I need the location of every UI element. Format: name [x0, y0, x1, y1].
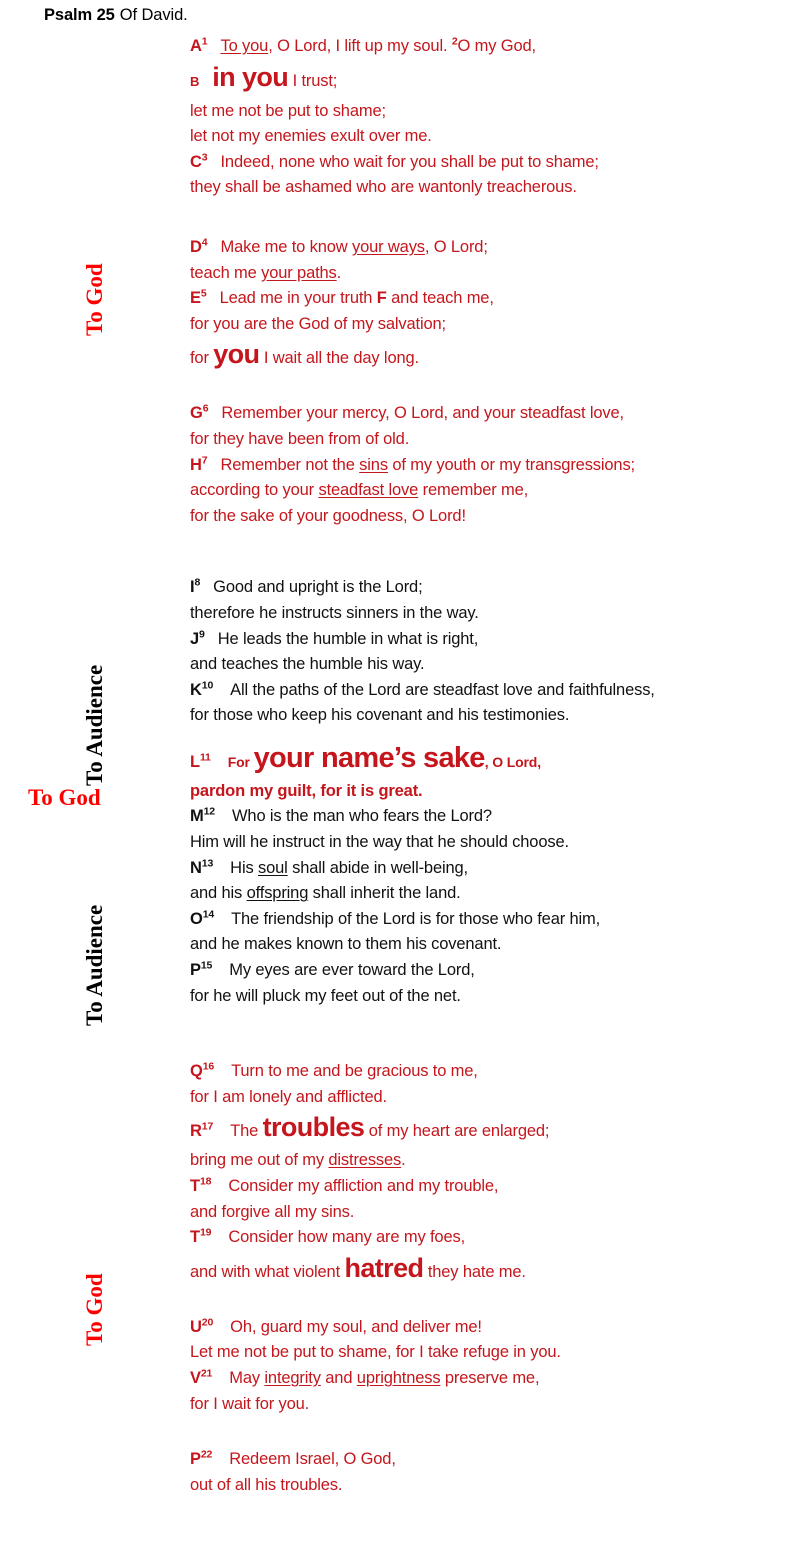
verse-number-inline: 2	[451, 35, 458, 48]
emphasis-underline: To you	[220, 37, 269, 55]
verse-label: $D^4$	[190, 236, 208, 256]
verse-line	[190, 627, 776, 653]
verse-label: $R^{17}$	[190, 1120, 214, 1141]
verse-label: $T^{18}$	[190, 1175, 212, 1195]
stanza-stanza-i	[190, 575, 776, 729]
verse-text: for	[190, 349, 214, 368]
verse-line	[190, 1174, 776, 1200]
verse-label: $M^{12}$	[190, 805, 215, 826]
verse-text: according to your	[190, 481, 319, 500]
verse-line	[190, 235, 776, 261]
verse-line	[190, 1366, 776, 1392]
verse-text: My eyes are ever toward the Lord,	[229, 961, 475, 980]
verse-line	[190, 99, 776, 125]
stanza-spacer	[190, 529, 776, 575]
verse-number: 18	[199, 1175, 212, 1188]
verse-text: and	[320, 1368, 357, 1387]
verse-text: Lead me in your truth	[219, 289, 377, 308]
emphasis-underline: your ways	[351, 237, 425, 256]
verse-line	[190, 1085, 776, 1111]
verse-label: B	[190, 73, 200, 89]
verse-text: Consider my affliction and my trouble,	[228, 1177, 499, 1195]
verse-number: 20	[201, 1316, 214, 1329]
page-title	[44, 6, 188, 25]
psalm-superscription: Of David.	[119, 6, 188, 24]
emphasis-underline: soul	[258, 858, 288, 877]
verse-number: 22	[200, 1448, 213, 1461]
verse-number: 16	[202, 1060, 215, 1073]
verse-text: Consider how many are my foes,	[228, 1228, 466, 1247]
verse-label: $C^3$	[190, 151, 208, 171]
verse-text: and he makes known to them his covenant.	[190, 935, 502, 954]
verse-text: and with what violent	[190, 1262, 345, 1281]
verse-label: $I^8$	[190, 576, 201, 597]
emphasis-underline: distresses	[328, 1151, 402, 1170]
verse-label: $U^{20}$	[190, 1316, 214, 1336]
verse-line	[190, 427, 776, 453]
verse-line	[190, 261, 776, 287]
verse-text: .	[401, 1151, 406, 1170]
verse-text: of my heart are enlarged;	[364, 1122, 550, 1141]
verse-line	[190, 601, 776, 627]
verse-label: $P^{15}$	[190, 959, 213, 980]
verse-text: Good and upright is the Lord;	[213, 578, 423, 597]
verse-text: , O Lord, I lift up my soul.	[268, 37, 452, 55]
verse-text: I wait all the day long.	[259, 349, 419, 368]
addressee-label-to-audience-2: To Audience	[82, 904, 107, 1026]
verse-text: and his	[190, 884, 247, 903]
verse-text: preserve me,	[440, 1368, 540, 1387]
verse-number: 15	[200, 959, 213, 972]
verse-line	[190, 741, 776, 779]
emphasis-small-bold: For	[227, 753, 254, 770]
emphasis-bold: F	[376, 289, 387, 308]
emphasis-underline: offspring	[246, 884, 309, 903]
stanza-spacer	[190, 201, 776, 235]
verse-line	[190, 150, 776, 176]
verse-line	[190, 1447, 776, 1473]
emphasis-underline: integrity	[264, 1368, 321, 1387]
verse-line	[190, 575, 776, 601]
verse-label: $N^{13}$	[190, 857, 214, 877]
verse-line	[190, 907, 776, 933]
verse-line	[190, 678, 776, 704]
emphasis-small-bold: , O Lord,	[484, 753, 541, 770]
verse-text: for those who keep his covenant and his testimonies.	[190, 706, 570, 725]
addressee-label-to-god-2: To God	[28, 785, 101, 810]
verse-text: He leads the humble in what is right,	[217, 629, 479, 648]
verse-number: 10	[201, 679, 214, 692]
verse-text: Indeed, none who wait for you shall be put to shame;	[220, 152, 599, 171]
verse-label: $E^5$	[190, 287, 207, 308]
verse-number: 6	[202, 402, 209, 415]
emphasis-large: you	[213, 339, 260, 370]
verse-line	[190, 124, 776, 150]
verse-text: The friendship of the Lord is for those who fear him,	[231, 909, 601, 928]
verse-line	[190, 478, 776, 504]
verse-line	[190, 779, 776, 805]
verse-line	[190, 401, 776, 427]
verse-text: Let me not be put to shame, for I take refuge in you.	[190, 1343, 561, 1362]
verse-text: for you are the God of my salvation;	[190, 314, 446, 333]
verse-line	[190, 453, 776, 479]
verse-label: $L^{11}$	[190, 751, 211, 771]
verse-line	[190, 856, 776, 882]
verse-number: 3	[201, 151, 208, 164]
verse-line	[190, 1110, 776, 1148]
verse-text: remember me,	[418, 481, 529, 500]
emphasis-underline: your paths	[261, 263, 337, 282]
stanza-stanza-g	[190, 401, 776, 529]
emphasis-extra-large: your name’s sake	[253, 741, 485, 774]
verse-number: 19	[199, 1226, 212, 1239]
verse-text: shall abide in well-being,	[287, 858, 468, 877]
verse-line	[190, 1315, 776, 1341]
stanza-stanza-d	[190, 235, 776, 375]
verse-text: for I wait for you.	[190, 1394, 310, 1413]
emphasis-underline: uprightness	[356, 1368, 441, 1387]
verse-label: $G^6$	[190, 402, 209, 423]
stanza-stanza-l	[190, 741, 776, 805]
verse-label: $O^{14}$	[190, 908, 215, 928]
verse-text: out of all his troubles.	[190, 1475, 343, 1494]
verse-text: bring me out of my	[190, 1151, 329, 1170]
verse-line	[190, 1473, 776, 1499]
verse-column	[190, 34, 776, 1498]
verse-text: and teach me,	[386, 289, 494, 308]
stanza-spacer	[190, 375, 776, 401]
verse-line	[190, 830, 776, 856]
verse-text: Remember your mercy, O Lord, and your steadfast love,	[221, 404, 624, 423]
stanza-spacer	[190, 729, 776, 741]
verse-label: $K^{10}$	[190, 679, 214, 699]
verse-label: $Q^{16}$	[190, 1060, 215, 1081]
verse-text: they hate me.	[423, 1262, 526, 1281]
emphasis-underline: sins	[359, 455, 388, 474]
verse-text: and teaches the humble his way.	[190, 655, 425, 674]
stanza-spacer	[190, 1009, 776, 1059]
verse-line	[190, 337, 776, 375]
addressee-label-to-audience-1: To Audience	[82, 664, 107, 786]
verse-line	[190, 60, 776, 99]
verse-number: 5	[200, 287, 207, 300]
emphasis-large: troubles	[262, 1112, 365, 1143]
stanza-spacer	[190, 1289, 776, 1315]
verse-text: for I am lonely and afflicted.	[190, 1087, 387, 1106]
stanza-stanza-u	[190, 1315, 776, 1417]
verse-text: and forgive all my sins.	[190, 1202, 355, 1221]
verse-number: 13	[201, 857, 214, 870]
verse-number: 8	[194, 576, 201, 589]
verse-label: $H^7$	[190, 454, 208, 474]
verse-line	[190, 932, 776, 958]
verse-number: 7	[201, 454, 208, 467]
verse-text: shall inherit the land.	[308, 884, 461, 903]
emphasis-large: in you	[212, 61, 289, 92]
psalm-number: Psalm 25	[44, 6, 115, 24]
verse-number: 17	[201, 1120, 214, 1133]
verse-text: Redeem Israel, O God,	[229, 1450, 396, 1469]
verse-text: teach me	[190, 263, 262, 282]
verse-number: 12	[203, 805, 215, 818]
verse-line	[190, 1251, 776, 1289]
verse-text: for they have been from of old.	[190, 429, 410, 448]
verse-label: $T^{19}$	[190, 1226, 212, 1247]
emphasis-bold: pardon my guilt, for it is great.	[190, 781, 423, 800]
verse-text: All the paths of the Lord are steadfast love and faithfulness,	[230, 680, 655, 699]
verse-line	[190, 958, 776, 984]
verse-line	[190, 175, 776, 201]
verse-line	[190, 652, 776, 678]
verse-text: for he will pluck my feet out of the net.	[190, 986, 461, 1005]
emphasis-underline: steadfast love	[318, 481, 419, 500]
verse-line	[190, 881, 776, 907]
verse-number: 9	[199, 628, 205, 640]
verse-line	[190, 1392, 776, 1418]
verse-text: Him will he instruct in the way that he should choose.	[190, 833, 569, 852]
verse-text: His	[230, 858, 258, 877]
verse-label: $V^{21}$	[190, 1367, 213, 1387]
verse-text: The	[230, 1122, 263, 1141]
verse-line	[190, 1200, 776, 1226]
verse-line	[190, 1059, 776, 1085]
verse-text: therefore he instructs sinners in the way.	[190, 603, 479, 622]
verse-label: $P^{22}$	[190, 1448, 213, 1469]
verse-text: , O Lord;	[424, 237, 488, 256]
emphasis-large: hatred	[344, 1252, 424, 1283]
verse-text: let me not be put to shame;	[190, 101, 386, 120]
verse-line	[190, 1225, 776, 1251]
verse-line	[190, 34, 776, 60]
verse-line	[190, 312, 776, 338]
addressee-label-to-god-1: To God	[82, 263, 107, 336]
stanza-stanza-p22	[190, 1447, 776, 1498]
stanza-stanza-q	[190, 1059, 776, 1289]
stanza-spacer	[190, 1417, 776, 1447]
verse-text: for the sake of your goodness, O Lord!	[190, 506, 466, 525]
stanza-stanza-m	[190, 804, 776, 1009]
verse-text: O my God,	[457, 37, 536, 55]
verse-number: 14	[202, 908, 215, 921]
addressee-label-to-god-3: To God	[82, 1273, 107, 1346]
verse-text: .	[336, 263, 342, 282]
verse-text: May	[229, 1368, 265, 1387]
verse-line	[190, 984, 776, 1010]
verse-line	[190, 1148, 776, 1174]
verse-text: I trust;	[288, 71, 338, 90]
verse-text: let not my enemies exult over me.	[190, 127, 432, 146]
stanza-stanza-a	[190, 34, 776, 201]
verse-number: 21	[200, 1367, 213, 1380]
verse-line	[190, 804, 776, 830]
verse-text: Make me to know	[220, 237, 352, 256]
verse-label: $J^9$	[190, 628, 205, 648]
verse-number: 1	[201, 35, 208, 48]
verse-line	[190, 1340, 776, 1366]
verse-line	[190, 504, 776, 530]
verse-text: Oh, guard my soul, and deliver me!	[230, 1317, 482, 1336]
verse-line	[190, 703, 776, 729]
verse-label: $A^1$	[190, 35, 208, 55]
verse-number: 4	[201, 236, 208, 249]
verse-text: Remember not the	[220, 455, 360, 474]
verse-number: 11	[199, 751, 211, 764]
verse-text: Turn to me and be gracious to me,	[231, 1062, 478, 1081]
verse-text: of my youth or my transgressions;	[387, 455, 635, 474]
verse-line	[190, 286, 776, 312]
verse-text: they shall be ashamed who are wantonly treacherous.	[190, 178, 577, 197]
verse-text: Who is the man who fears the Lord?	[232, 807, 492, 826]
